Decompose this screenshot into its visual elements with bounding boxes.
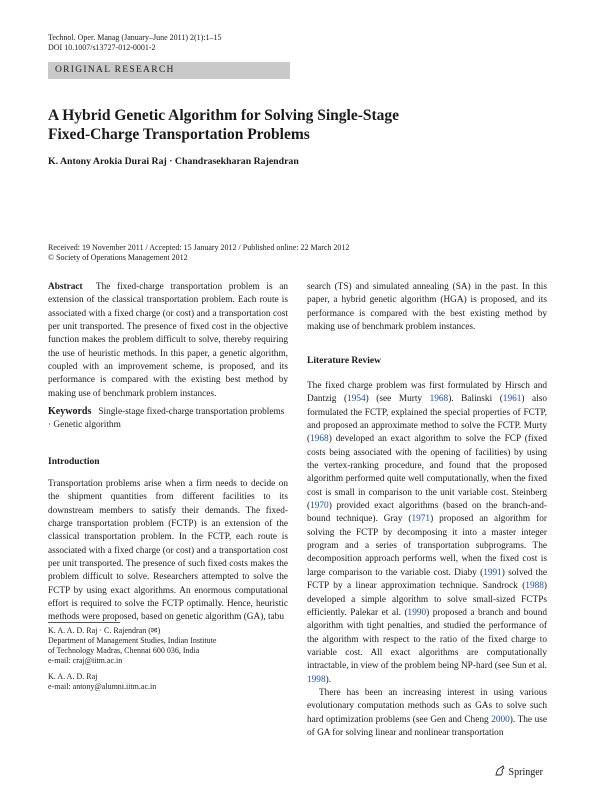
article-type-banner (48, 62, 290, 79)
abstract-label: Abstract (48, 282, 83, 292)
continuation-paragraph (307, 281, 547, 334)
citation-link[interactable]: 2000 (491, 714, 510, 725)
springer-logo (494, 765, 543, 778)
citation-link[interactable]: 1970 (310, 501, 329, 512)
doi[interactable]: DOI 10.1007/s13727-012-0001-2 (48, 43, 156, 52)
email-rajendran[interactable]: e-mail: craj@iitm.ac.in (48, 656, 123, 665)
literature-paragraph-2: There has been an increasing interest in using various evolutionary computation methods such as GAs to solve such hard optimization problems (see Gen and Cheng 2000). The use of GA for solving linear and nonlinear transportation (307, 687, 547, 738)
affiliation-names: K. A. A. D. Raj · C. Rajendran (✉) (48, 626, 161, 635)
springer-horse-icon (494, 765, 506, 777)
citation-link[interactable]: 1998 (307, 674, 326, 685)
author-affiliation (48, 626, 288, 692)
introduction-paragraph: Transportation problems arise when a firm needs to decide on the shipment quantities from different facilities to its downstream members to satisfy their demands. The fixed-charge transportation problem (FCTP) is an extension of the classical transportation problem. In the FCTP, each route is associated with a fixed charge (or cost) and a transportation cost per unit transported. The presence of such fixed costs makes the problem difficult to solve. Researchers attempted to solve the FCTP by using exact algorithms. An enormous computational effort is required to solve the FCTP optimally. Hence, heuristic methods were proposed, based on genetic algorithm (GA), tabu (48, 479, 288, 623)
journal-citation: Technol. Oper. Manag (January–June 2011) 2(1):1–15 (48, 33, 222, 42)
affiliation-raj: K. A. A. D. Raj (48, 672, 98, 681)
citation-link[interactable]: 1988 (525, 581, 544, 592)
affiliation-dept: Department of Management Studies, Indian Institute (48, 636, 217, 645)
continuation-text: search (TS) and simulated annealing (SA) in the past. In this paper, a hybrid genetic algorithm (HGA) is proposed, and its performance is compared with the best existing method by making use of benchmark problem instances. (307, 282, 547, 333)
authors: K. Antony Arokia Durai Raj · Chandrasekharan Rajendran (48, 156, 299, 167)
footnote-rule (48, 622, 120, 623)
affiliation-institute: of Technology Madras, Chennai 600 036, India (48, 646, 200, 655)
introduction-text (48, 478, 288, 625)
literature-review-heading: Literature Review (307, 356, 381, 366)
keywords-text: Single-stage fixed-charge transportation problems · Genetic algorithm (48, 407, 285, 431)
citation-link[interactable]: 1954 (347, 394, 366, 405)
citation-link[interactable]: 1968 (429, 394, 449, 405)
title-line-1: A Hybrid Genetic Algorithm for Solving Single-Stage (48, 107, 400, 124)
copyright: © Society of Operations Management 2012 (48, 253, 188, 262)
citation-link[interactable]: 1961 (502, 394, 522, 405)
citation-link[interactable]: 1991 (483, 567, 502, 578)
literature-review-text (307, 380, 547, 740)
citation-link[interactable]: 1971 (411, 514, 431, 525)
introduction-heading: Introduction (48, 457, 100, 467)
keywords (48, 405, 288, 433)
title-line-2: Fixed-Charge Transportation Problems (48, 126, 310, 143)
keywords-label: Keywords (48, 406, 92, 417)
citation-link[interactable]: 1968 (310, 434, 329, 445)
received-dates: Received: 19 November 2011 / Accepted: 15 January 2012 / Published online: 22 March 2012 (48, 243, 350, 252)
article-type-label: ORIGINAL RESEARCH (55, 65, 175, 75)
literature-paragraph-1: The fixed charge problem was first formulated by Hirsch and Dantzig (1954) (see Murty 1968). Balinski (1961) also formulated the FCTP, explained the special properties of FCTP, and proposed an approximate method to solve the FCTP. Murty (1968) developed an exact algorithm to solve the FCP (fixed costs being associated with the opening of facilities) by using the vertex-ranking procedure, and found that the proposed algorithm performed quite well computationally, when the fixed cost is small in comparison to the unit variable cost. Steinberg (1970) provided exact algorithms (based on the branch-and-bound technique). Gray (1971) proposed an algorithm for solving the FCTP by decomposing it into a master integer program and a series of transportation subprograms. The decomposition approach performs well, when the fixed cost is large comparison to the variable cost. Diaby (1991) solved the FCTP by a linear approximation technique. Sandrock (1988) developed a simple algorithm to solve small-sized FCTPs efficiently. Palekar et al. (1990) proposed a branch and bound algorithm with tight penalties, and studied the performance of the algorithm with respect to the ratio of the fixed charge to variable cost. All exact algorithms are computationally intractable, in view of the problem being NP-hard (see Sun et al. 1998). (307, 381, 548, 685)
article-title (48, 106, 548, 144)
email-raj[interactable]: e-mail: antony@alumni.iitm.ac.in (48, 682, 157, 691)
citation-link[interactable]: 1990 (407, 607, 427, 618)
abstract-text: The fixed-charge transportation problem is an extension of the classical transportation problem. Each route is associated with a fixed charge (or cost) and a transportation cost per unit transported. The presence of fixed cost in the objective function makes the problem difficult to solve, thereby requiring the use of heuristic methods. In this paper, a genetic algorithm, coupled with an improvement scheme, is proposed, and its performance is compared with the existing best method by making use of benchmark problem instances. (48, 282, 288, 399)
abstract (48, 281, 288, 401)
publisher-name: Springer (508, 767, 543, 778)
